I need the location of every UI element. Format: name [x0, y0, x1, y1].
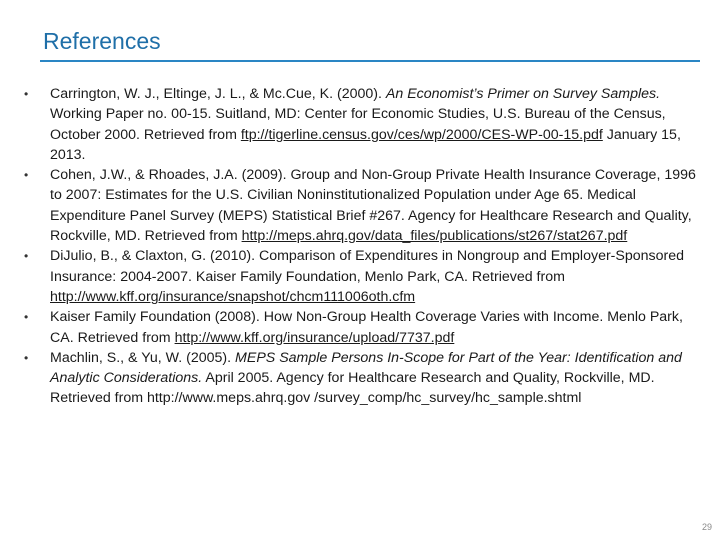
reference-link[interactable]: ftp://tigerline.census.gov/ces/wp/2000/CES-WP-00-15.pdf [240, 126, 603, 143]
reference-text: DiJulio, B., & Claxton, G. (2010). Comparison of Expenditures in Nongroup and Employer-Sponsored Insurance: 2004-2007. Kaiser Family Foundation, Menlo Park, CA. Retrieved from [50, 248, 685, 285]
reference-title: An Economist’s Primer on Survey Samples. [385, 86, 661, 102]
page-title: References [43, 28, 161, 54]
reference-text: January 15, 2013. [50, 126, 681, 163]
reference-item [24, 84, 704, 165]
reference-list [24, 84, 704, 409]
reference-item [24, 246, 704, 307]
bullet-icon: • [24, 87, 29, 101]
reference-link[interactable]: http://www.kff.org/insurance/snapshot/chcm111006oth.cfm [50, 288, 416, 305]
reference-link[interactable]: http://meps.ahrq.gov/data_files/publications/st267/stat267.pdf [241, 228, 628, 245]
reference-title: MEPS Sample Persons In-Scope for Part of the Year: Identification and Analytic Considerations. [50, 349, 682, 387]
bullet-icon: • [24, 168, 29, 183]
reference-text: April 2005. Agency for Healthcare Research and Quality, Rockville, MD. Retrieved from http://www.meps.ahrq.gov /survey_comp/hc_survey/hc_sample.shtml [50, 370, 655, 407]
bullet-icon: • [24, 350, 29, 365]
page-number: 29 [701, 522, 712, 532]
reference-item [24, 348, 704, 409]
bullet-icon: • [24, 310, 29, 325]
reference-text: Carrington, W. J., Eltinge, J. L., & Mc.Cue, K. (2000). [50, 86, 386, 102]
bullet-icon: • [24, 249, 29, 264]
reference-link[interactable]: http://www.kff.org/insurance/upload/7737.pdf [174, 329, 455, 346]
reference-text: Cohen, J.W., & Rhoades, J.A. (2009). Group and Non-Group Private Health Insurance Coverage, 1996 to 2007: Estimates for the U.S. Civilian Noninstitutionalized Population under Age 65. Medical Expenditure Panel Survey (MEPS) Statistical Brief #267. Agency for Healthcare Research and Quality, Rockville, MD. Retrieved from [50, 167, 696, 245]
reference-text: Working Paper no. 00-15. Suitland, MD: Center for Economic Studies, U.S. Bureau of the Census, October 2000. Retrieved from [50, 106, 666, 143]
reference-item [24, 307, 704, 348]
reference-item [24, 165, 704, 246]
title-divider [40, 60, 700, 62]
reference-text: Kaiser Family Foundation (2008). How Non-Group Health Coverage Varies with Income. Menlo Park, CA. Retrieved from [50, 309, 683, 346]
reference-text: Machlin, S., & Yu, W. (2005). [50, 349, 236, 366]
